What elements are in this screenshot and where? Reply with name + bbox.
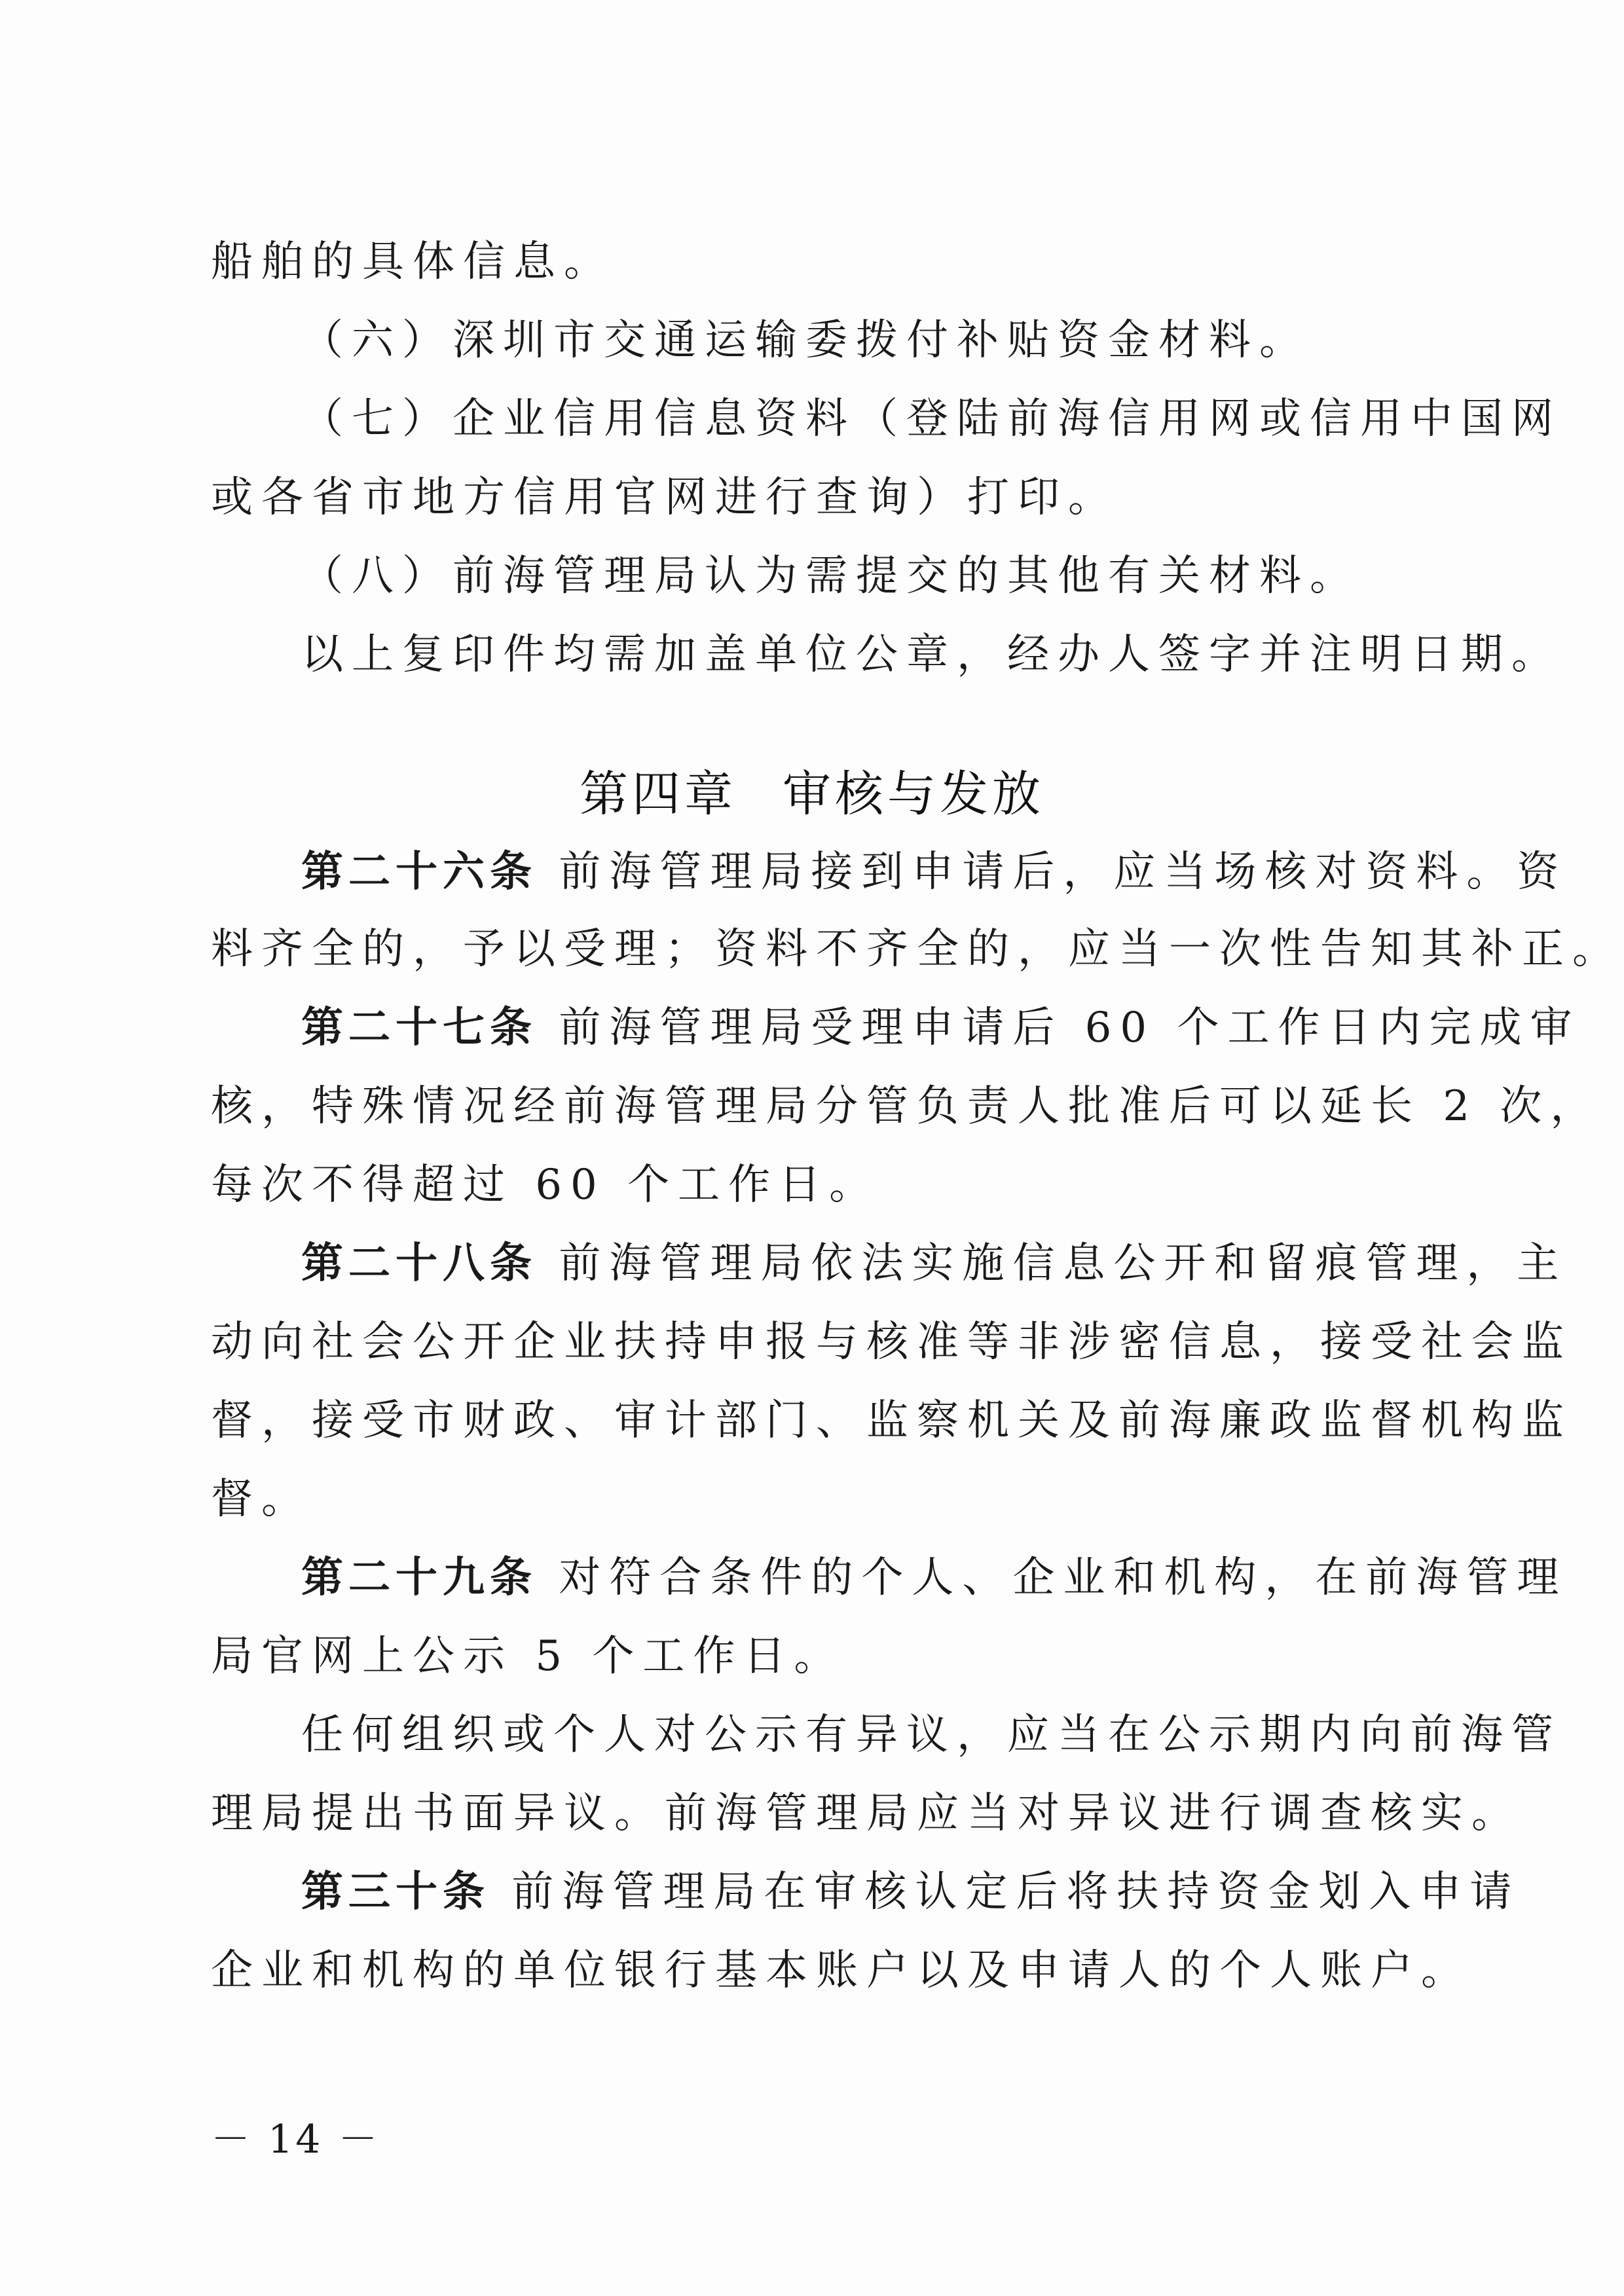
article-text: 前海管理局在审核认定后将扶持资金划入申请 bbox=[511, 1868, 1521, 1916]
chapter-title: 审核与发放 bbox=[783, 766, 1044, 822]
list-item-six: （六）深圳市交通运输委拨付补贴资金材料。 bbox=[301, 316, 1310, 365]
article-text: 对符合条件的个人、企业和机构，在前海管理 bbox=[559, 1554, 1568, 1602]
list-item-eight: （八）前海管理局认为需提交的其他有关材料。 bbox=[301, 552, 1360, 600]
article-27-line-1 bbox=[301, 1002, 1581, 1054]
article-28-line-3: 督，接受市财政、审计部门、监察机关及前海廉政监督机构监 bbox=[211, 1396, 1572, 1445]
article-text: 前海管理局受理申请后 60 个工作日内完成审 bbox=[559, 1004, 1581, 1052]
article-label: 第二十九条 bbox=[301, 1554, 537, 1602]
article-26-line-1 bbox=[301, 846, 1568, 898]
objection-line-1: 任何组织或个人对公示有异议，应当在公示期内向前海管 bbox=[301, 1711, 1562, 1759]
article-28-line-4: 督。 bbox=[211, 1475, 312, 1523]
article-30-line-2: 企业和机构的单位银行基本账户以及申请人的个人账户。 bbox=[211, 1946, 1471, 1995]
article-28-line-1 bbox=[301, 1237, 1568, 1290]
list-item-seven: （七）企业信用信息资料（登陆前海信用网或信用中国网 bbox=[301, 395, 1562, 443]
article-label: 第二十八条 bbox=[301, 1239, 537, 1288]
chapter-number: 第四章 bbox=[580, 766, 737, 822]
article-label: 第三十条 bbox=[301, 1868, 490, 1916]
article-27-line-3: 每次不得超过 60 个工作日。 bbox=[211, 1161, 880, 1209]
article-text: 前海管理局依法实施信息公开和留痕管理，主 bbox=[559, 1239, 1568, 1288]
article-text: 前海管理局接到申请后，应当场核对资料。资 bbox=[559, 848, 1568, 896]
article-29-line-2: 局官网上公示 5 个工作日。 bbox=[211, 1632, 845, 1681]
article-label: 第二十七条 bbox=[301, 1004, 537, 1052]
article-27-line-2: 核，特殊情况经前海管理局分管负责人批准后可以延长 2 次， bbox=[211, 1082, 1601, 1131]
closing-note: 以上复印件均需加盖单位公章，经办人签字并注明日期。 bbox=[301, 630, 1562, 679]
article-30-line-1 bbox=[301, 1866, 1521, 1918]
paragraph-line: 船舶的具体信息。 bbox=[211, 238, 614, 286]
page-number: － 14 － bbox=[211, 2117, 380, 2162]
article-label: 第二十六条 bbox=[301, 848, 537, 896]
article-26-line-2: 料齐全的，予以受理；资料不齐全的，应当一次性告知其补正。 bbox=[211, 925, 1623, 974]
article-29-line-1 bbox=[301, 1552, 1568, 1604]
article-28-line-2: 动向社会公开企业扶持申报与核准等非涉密信息，接受社会监 bbox=[211, 1318, 1572, 1366]
chapter-heading bbox=[0, 765, 1624, 824]
list-item-seven-continued: 或各省市地方信用官网进行查询）打印。 bbox=[211, 473, 1118, 522]
objection-line-2: 理局提出书面异议。前海管理局应当对异议进行调查核实。 bbox=[211, 1789, 1522, 1838]
